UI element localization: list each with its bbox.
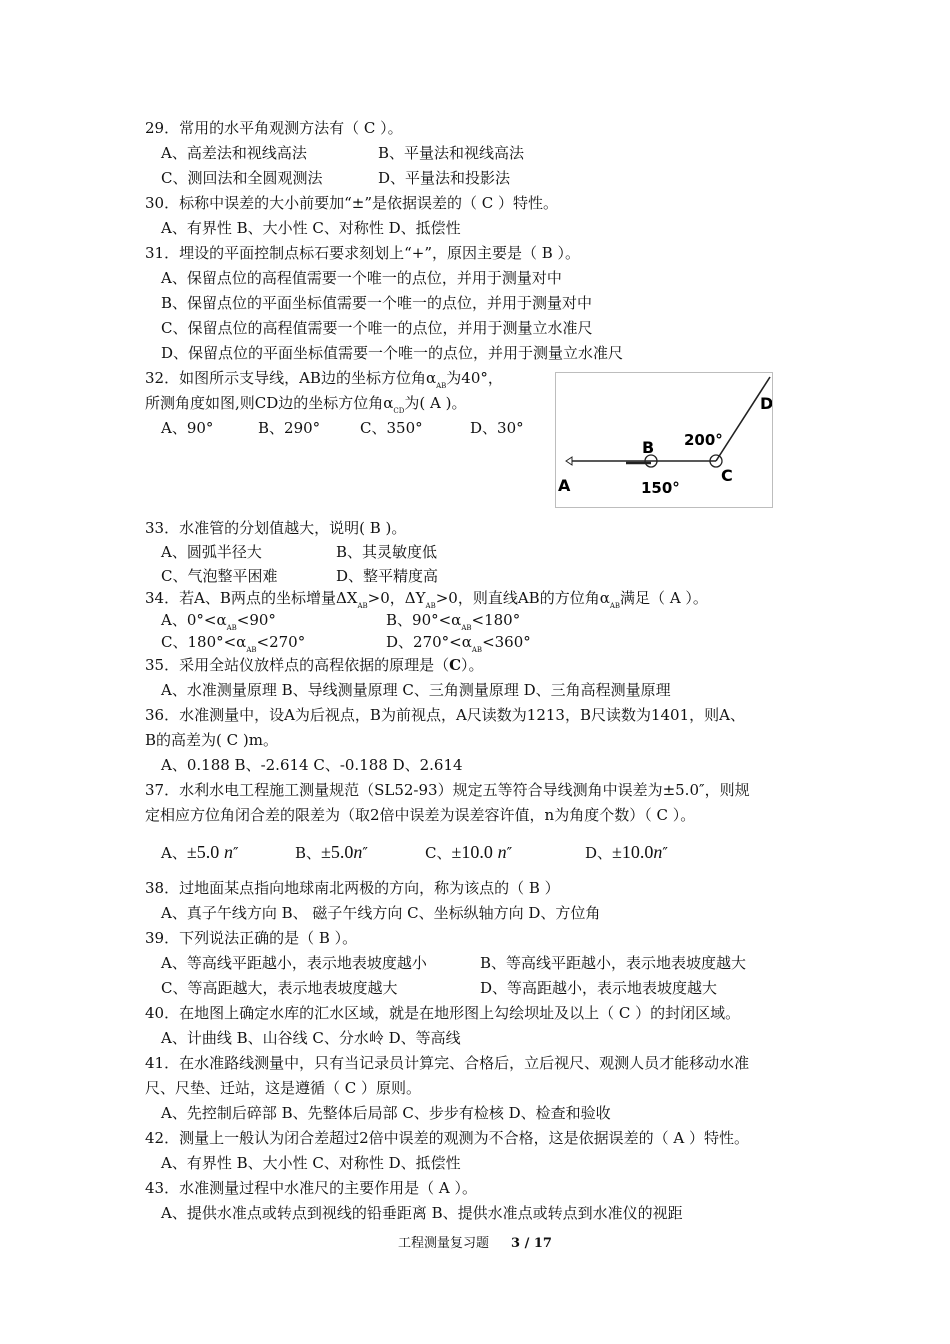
label-angle-c: 200°	[684, 431, 723, 449]
q30-stem: 30．标称中误差的大小前要加“±”是依据误差的（ C ）特性。	[145, 194, 559, 212]
q32-stem-line1: 32．如图所示支导线，AB边的坐标方位角$\alpha_{AB}$为40°，	[145, 369, 503, 390]
label-angle-b: 150°	[641, 479, 680, 497]
point-a-marker	[566, 457, 572, 465]
q39-option-a: A、等高线平距越小，表示地表坡度越小	[161, 954, 427, 972]
q38-options: A、真子午线方向 B、 磁子午线方向 C、坐标纵轴方向 D、方位角	[161, 904, 601, 922]
q40-stem: 40．在地图上确定水库的汇水区域，就是在地形图上勾绘坝址及以上（ C ）的封闭区域。	[145, 1004, 741, 1022]
q43-options: A、提供水准点或转点到视线的铅垂距离 B、提供水准点或转点到水准仪的视距	[161, 1204, 683, 1222]
q31-option-a: A、保留点位的高程值需要一个唯一的点位，并用于测量对中	[161, 269, 562, 287]
q41-options: A、先控制后碎部 B、先整体后局部 C、步步有检核 D、检查和验收	[161, 1104, 611, 1122]
q34-option-c: C、$180^\circ<\alpha_{AB}<270^\circ$	[161, 633, 306, 654]
q34-option-d: D、$270^\circ<\alpha_{AB}<360^\circ$	[386, 633, 531, 654]
q31-option-d: D、保留点位的平面坐标值需要一个唯一的点位，并用于测量立水准尺	[161, 344, 624, 362]
q32-stem-line2: 所测角度如图,则CD边的坐标方位角$\alpha_{CD}$为( A )。	[145, 394, 467, 415]
q29-stem: 29．常用的水平角观测方法有（ C ）。	[145, 119, 403, 137]
q40-options: A、计曲线 B、山谷线 C、分水岭 D、等高线	[161, 1029, 461, 1047]
q37-option-a: A、±5.0 n″	[161, 842, 239, 862]
traverse-figure	[555, 372, 773, 508]
q35-stem: 35．采用全站仪放样点的高程依据的原理是（C）。	[145, 656, 484, 674]
q42-stem: 42．测量上一般认为闭合差超过2倍中误差的观测为不合格，这是依据误差的（ A ）特性。	[145, 1129, 750, 1147]
q32-option-c: C、350°	[360, 419, 423, 437]
label-point-a: A	[558, 476, 571, 495]
q34-option-b: B、$90^\circ<\alpha_{AB}<180^\circ$	[386, 611, 521, 632]
q34-option-a: A、$0^\circ<\alpha_{AB}<90^\circ$	[161, 611, 276, 632]
q35-options: A、水准测量原理 B、导线测量原理 C、三角测量原理 D、三角高程测量原理	[161, 681, 671, 699]
q37-option-b: B、±5.0n″	[295, 842, 369, 862]
footer-title: 工程测量复习题	[398, 1236, 490, 1251]
traverse-diagram	[556, 373, 772, 507]
q33-option-c: C、气泡整平困难	[161, 567, 278, 585]
q34-stem: 34．若A、B两点的坐标增量$\Delta X_{AB}>0$，$\Delta Y_{AB}>0$，则直线AB的方位角$\alpha_{AB}$满足（ A ）。	[145, 589, 708, 610]
q36-options: A、0.188 B、-2.614 C、-0.188 D、2.614	[161, 756, 463, 774]
q37-option-d: D、±10.0n″	[585, 842, 669, 862]
q42-options: A、有界性 B、大小性 C、对称性 D、抵偿性	[161, 1154, 461, 1172]
q33-option-a: A、圆弧半径大	[161, 543, 262, 561]
q29-option-c: C、测回法和全圆观测法	[161, 169, 323, 187]
q43-stem: 43．水准测量过程中水准尺的主要作用是（ A ）。	[145, 1179, 477, 1197]
q39-option-b: B、等高线平距越小，表示地表坡度越大	[480, 954, 747, 972]
q36-stem-line1: 36．水准测量中，设A为后视点，B为前视点，A尺读数为1213，B尺读数为1401，则A、	[145, 706, 745, 724]
q41-stem-line1: 41．在水准路线测量中，只有当记录员计算完、合格后，立后视尺、观测人员才能移动水准	[145, 1054, 750, 1072]
q33-stem: 33．水准管的分划值越大，说明( B )。	[145, 519, 407, 537]
line-cd	[716, 377, 770, 461]
label-point-b: B	[642, 438, 655, 457]
q39-stem: 39．下列说法正确的是（ B ）。	[145, 929, 358, 947]
q33-option-d: D、整平精度高	[336, 567, 439, 585]
q37-stem-line1: 37．水利水电工程施工测量规范（SL52-93）规定五等符合导线测角中误差为±5.0″，则规	[145, 781, 750, 799]
page-number: 3 / 17	[511, 1236, 552, 1251]
q33-option-b: B、其灵敏度低	[336, 543, 438, 561]
q41-stem-line2: 尺、尺垫、迁站，这是遵循（ C ）原则。	[145, 1079, 422, 1097]
q30-options: A、有界性 B、大小性 C、对称性 D、抵偿性	[161, 219, 461, 237]
label-point-c: C	[721, 466, 733, 485]
q38-stem: 38．过地面某点指向地球南北两极的方向，称为该点的（ B ）	[145, 879, 560, 897]
q29-option-d: D、平量法和投影法	[378, 169, 511, 187]
q37-stem-line2: 定相应方位角闭合差的限差为（取2倍中误差为误差容许值，n为角度个数）（ C ）。	[145, 806, 696, 824]
q31-option-c: C、保留点位的高程值需要一个唯一的点位，并用于测量立水准尺	[161, 319, 593, 337]
q29-option-a: A、高差法和视线高法	[161, 144, 307, 162]
q32-option-a: A、90°	[161, 419, 214, 437]
q29-option-b: B、平量法和视线高法	[378, 144, 525, 162]
page-footer	[0, 1232, 950, 1251]
q31-option-b: B、保留点位的平面坐标值需要一个唯一的点位，并用于测量对中	[161, 294, 593, 312]
q39-option-d: D、等高距越小，表示地表坡度越大	[480, 979, 718, 997]
q32-option-b: B、290°	[258, 419, 321, 437]
q39-option-c: C、等高距越大，表示地表坡度越大	[161, 979, 398, 997]
q32-option-d: D、30°	[470, 419, 524, 437]
q36-stem-line2: B的高差为( C )m。	[145, 731, 278, 749]
label-point-d: D	[760, 394, 772, 413]
q31-stem: 31．埋设的平面控制点标石要求刻划上“+”，原因主要是（ B ）。	[145, 244, 581, 262]
q37-option-c: C、±10.0 n″	[425, 842, 513, 862]
